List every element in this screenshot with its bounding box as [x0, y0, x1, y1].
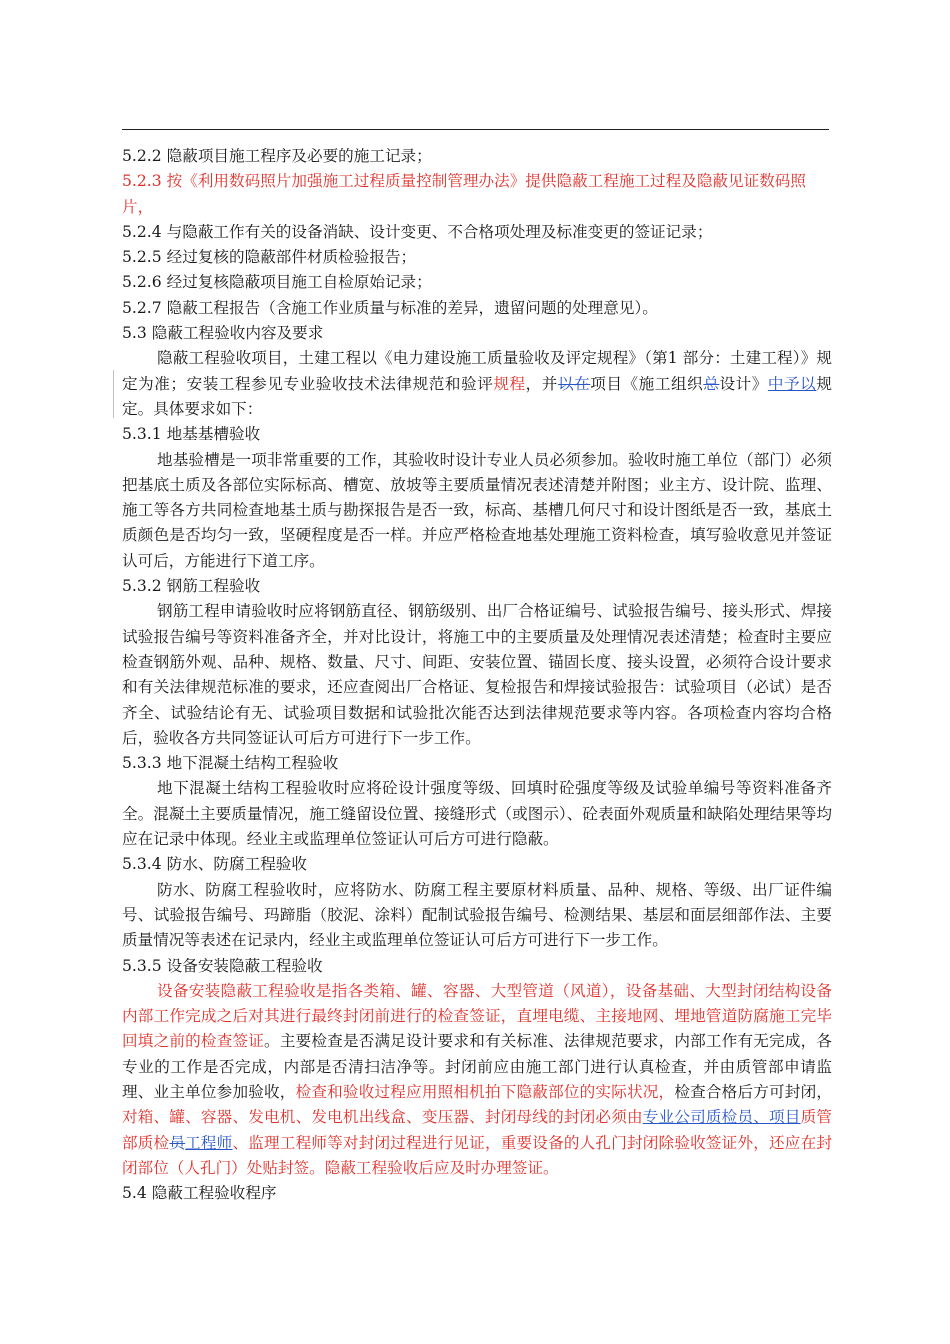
deleted-text: 员: [169, 1133, 186, 1152]
text-run: 规定。具体要求如下：: [122, 374, 832, 418]
item-5-2-7: 5.2.7 隐蔽工程报告（含施工作业质量与标准的差异，遗留问题的处理意见）。: [122, 298, 658, 317]
deleted-text: 以在: [557, 374, 591, 393]
section-5-3-5-heading: 5.3.5 设备安装隐蔽工程验收: [122, 956, 323, 975]
item-5-2-5: 5.2.5 经过复核的隐蔽部件材质检验报告；: [122, 248, 417, 267]
section-5-3-3-heading: 5.3.3 地下混凝土结构工程验收: [122, 754, 339, 773]
deleted-text: 总: [703, 374, 720, 393]
inserted-text: 工程师: [185, 1133, 233, 1152]
section-5-3-4-heading: 5.3.4 防水、防腐工程验收: [122, 855, 307, 874]
section-5-3-5-paragraph: [122, 979, 832, 1181]
item-5-2-3: 5.2.3 按《利用数码照片加强施工过程质量控制管理办法》提供隐蔽工程施工过程及隐蔽见证数码照片，: [122, 172, 806, 216]
section-5-3-paragraph: [122, 346, 832, 422]
item-5-2-4: 5.2.4 与隐蔽工作有关的设备消缺、设计变更、不合格项处理及标准变更的签证记录；: [122, 222, 713, 241]
text-run-red: 、监理工程师等对封闭过程进行见证，重要设备的人孔门封闭除验收签证外，还应在封闭部位（人孔门）处贴封签。隐蔽工程验收后应及时办理签证。: [122, 1133, 832, 1177]
section-5-3-1-paragraph: 地基验槽是一项非常重要的工作，其验收时设计专业人员必须参加。验收时施工单位（部门）必须把基底土质及各部位实际标高、槽宽、放坡等主要质量情况表述清楚并附图；业主方、设计院、监理、施工等各方共同检查地基土质与勘探报告是否一致，标高、基槽几何尺寸和设计图纸是否一致，基底土质颜色是否均匀一致，坚硬程度是否一样。并应严格检查地基处理施工资料检查，填写验收意见并签证认可后，方能进行下道工序。: [122, 450, 832, 570]
text-run: 项目《施工组织: [590, 374, 704, 393]
text-run-red: 质管部质检: [122, 1108, 832, 1152]
text-run: 设计》: [719, 374, 768, 393]
document-body: [122, 144, 832, 1206]
section-5-3-2-paragraph: 钢筋工程申请验收时应将钢筋直径、钢筋级别、出厂合格证编号、试验报告编号、接头形式、焊接试验报告编号等资料准备齐全，并对比设计，将施工中的主要质量及处理情况表述清楚；检查时主要应检查钢筋外观、品种、规格、数量、尺寸、间距、安装位置、锚固长度、接头设置，必须符合设计要求和有关法律规范标准的要求，还应查阅出厂合格证、复检报告和焊接试验报告：试验项目（必试）是否齐全、试验结论有无、试验项目数据和试验批次能否达到法律规范要求等内容。各项检查内容均合格后，验收各方共同签证认可后方可进行下一步工作。: [122, 602, 832, 747]
text-run: 。主要检查是否满足设计要求和有关标准、法律规范要求，内部工作有无完成，各专业的工作是否完成，内部是否清扫洁净等。封闭前应由施工部门进行认真检查，并由质管部申请监理、业主单位参加验收，: [122, 1032, 832, 1101]
item-5-2-6: 5.2.6 经过复核隐蔽项目施工自检原始记录；: [122, 273, 432, 292]
inserted-text: 专业公司质检员、项目: [642, 1108, 801, 1127]
text-run: ，并: [525, 374, 558, 393]
section-5-3-heading: 5.3 隐蔽工程验收内容及要求: [122, 324, 324, 343]
section-5-3-3-paragraph: 地下混凝土结构工程验收时应将砼设计强度等级、回填时砼强度等级及试验单编号等资料准备齐全。混凝土主要质量情况，施工缝留设位置、接缝形式（或图示）、砼表面外观质量和缺陷处理结果等均应在记录中体现。经业主或监理单位签证认可后方可进行隐蔽。: [122, 779, 832, 849]
text-run-red: 对箱、罐、容器、发电机、发电机出线盒、变压器、封闭母线的封闭必须由: [122, 1108, 643, 1127]
text-run: 隐蔽工程验收项目，土建工程以《电力建设施工质量验收及评定规程》（第1 部分：土建工程）》规定为准；安装工程参见专业验收技术法律规范和验评: [122, 349, 832, 393]
text-run-red: 设备安装隐蔽工程验收是指各类箱、罐、容器、大型管道（风道），设备基础、大型封闭结构设备内部工作完成之后对其进行最终封闭前进行的检查签证，直埋电缆、主接地网、埋地管道防腐施工完毕回填之前的检查签证: [122, 981, 832, 1051]
text-run: 检查合格后方可封闭，: [674, 1082, 832, 1101]
text-run-red: 检查和验收过程应用照相机拍下隐蔽部位的实际状况，: [295, 1082, 675, 1101]
revision-change-bar: [113, 370, 114, 418]
section-5-3-4-paragraph: 防水、防腐工程验收时，应将防水、防腐工程主要原材料质量、品种、规格、等级、出厂证件编号、试验报告编号、玛蹄脂（胶泥、涂料）配制试验报告编号、检测结果、基层和面层细部作法、主要质量情况等表述在记录内，经业主或监理单位签证认可后方可进行下一步工作。: [122, 880, 832, 950]
header-rule: [122, 129, 829, 130]
item-5-2-2: 5.2.2 隐蔽项目施工程序及必要的施工记录；: [122, 147, 432, 165]
section-5-3-1-heading: 5.3.1 地基基槽验收: [122, 425, 261, 444]
inserted-text: 中予以: [767, 374, 817, 393]
text-run-red: 规程: [493, 374, 526, 393]
section-5-3-2-heading: 5.3.2 钢筋工程验收: [122, 577, 261, 596]
section-5-4-heading: 5.4 隐蔽工程验收程序: [122, 1184, 277, 1203]
